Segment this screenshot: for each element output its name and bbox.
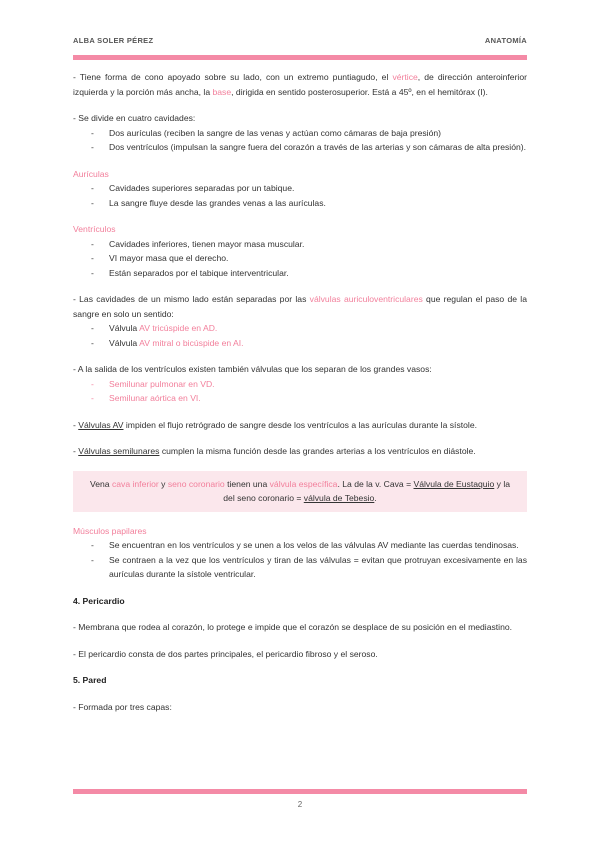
term: cava inferior (111, 478, 159, 489)
text: . La de la v. Cava = (337, 478, 414, 489)
paragraph-pericardio-1: - Membrana que rodea al corazón, lo protege e impide que el corazón se desplace de su posición en el mediastino. (73, 622, 513, 632)
paragraph-shape (73, 70, 527, 99)
heading-musculos-papilares: Músculos papilares (73, 525, 147, 536)
paragraph-cavities: - Se divide en cuatro cavidades: (73, 113, 196, 123)
page-content (73, 70, 527, 714)
paragraph-av-function (73, 418, 527, 433)
header-subject: ANATOMÍA (484, 36, 527, 45)
term-underlined: válvula de Tebesio (303, 493, 375, 503)
paragraph-pared-1: - Formada por tres capas: (73, 701, 172, 712)
list-item: - Cavidades inferiores, tienen mayor masa muscular. (73, 237, 527, 252)
term-underlined: Válvulas AV (78, 419, 124, 430)
text: y (158, 478, 168, 489)
page-header (73, 36, 527, 45)
list-item: - Se contraen a la vez que los ventrículos y tiran de las válvulas = evitan que protruyan excesivamente en las aurículas durante la sístole ventricular. (73, 553, 527, 582)
text: , de dirección anteroinferior izquierda y la porción más ancha, la (73, 72, 527, 97)
heading-ventriculos: Ventrículos (73, 224, 116, 234)
text: Válvula (109, 337, 140, 348)
text: Vena (89, 478, 112, 489)
text: que regulan el paso de la sangre en solo un sentido: (73, 294, 527, 319)
text: cumplen la misma función desde las grandes arterias a los ventrículos en diástole. (159, 446, 476, 456)
text: impiden el flujo retrógrado de sangre desde los ventrículos a las aurículas durante la sístole. (123, 419, 477, 430)
list-item: - Cavidades superiores separadas por un tabique. (73, 181, 527, 196)
av-valves-list (73, 321, 527, 350)
paragraph-av-valves (73, 292, 527, 321)
term-underlined: Válvula de Eustaquio (413, 478, 495, 489)
term: válvula específica (269, 478, 338, 489)
list-item (73, 321, 527, 336)
list-item: - Semilunar pulmonar en VD. (73, 377, 527, 392)
term-valvulas-av: válvulas auriculoventriculares (309, 294, 423, 304)
text: - (73, 419, 79, 430)
paragraph-semilunar-function (73, 444, 527, 459)
term-vertice: vértice (392, 72, 418, 82)
cavities-list (73, 126, 527, 155)
list-item: - La sangre fluye desde las grandes venas a las aurículas. (73, 196, 527, 211)
term: AV tricúspide en AD. (139, 323, 218, 333)
list-item (73, 336, 527, 351)
list-item: - Están separados por el tabique interventricular. (73, 266, 527, 281)
text: . (374, 493, 377, 503)
text: , dirigida en sentido posterosuperior. Está a 45º, en el hemitórax (I). (231, 86, 488, 97)
semilunar-list (73, 377, 527, 406)
heading-pericardio: 4. Pericardio (73, 595, 125, 606)
heading-auriculas: Aurículas (73, 168, 109, 179)
callout-box (73, 471, 527, 512)
text: tienen una (224, 478, 270, 489)
paragraph-pericardio-2: - El pericardio consta de dos partes principales, el pericardio fibroso y el seroso. (73, 648, 378, 659)
list-item: - Se encuentran en los ventrículos y se unen a los velos de las válvulas AV mediante las cuerdas tendinosas. (73, 538, 527, 553)
text: - (73, 446, 79, 456)
term-base: base (212, 86, 232, 97)
list-item: - Semilunar aórtica en VI. (73, 391, 527, 406)
term-underlined: Válvulas semilunares (78, 446, 160, 456)
footer-rule (73, 789, 527, 794)
paragraph-semilunar: - A la salida de los ventrículos existen también válvulas que los separan de los grandes vasos: (73, 364, 432, 374)
text: - Las cavidades de un mismo lado están separadas por las (73, 294, 310, 304)
papillary-list (73, 538, 527, 582)
text: y la del seno coronario = (223, 478, 511, 503)
page-number: 2 (297, 800, 303, 809)
atria-list (73, 181, 527, 210)
heading-pared: 5. Pared (73, 675, 107, 685)
list-item: - Dos aurículas (reciben la sangre de las venas y actúan como cámaras de baja presión) (73, 126, 527, 141)
header-author: ALBA SOLER PÉREZ (73, 36, 154, 45)
term: seno coronario (167, 478, 225, 489)
text: - Tiene forma de cono apoyado sobre su lado, con un extremo puntiagudo, el (73, 72, 393, 82)
ventricles-list (73, 237, 527, 281)
header-rule (73, 55, 527, 60)
list-item: - Dos ventrículos (impulsan la sangre fuera del corazón a través de las arterias y son cámaras de alta presión). (73, 140, 527, 155)
text: Válvula (109, 323, 140, 333)
list-item: - VI mayor masa que el derecho. (73, 251, 527, 266)
term: AV mitral o bicúspide en AI. (139, 337, 244, 348)
